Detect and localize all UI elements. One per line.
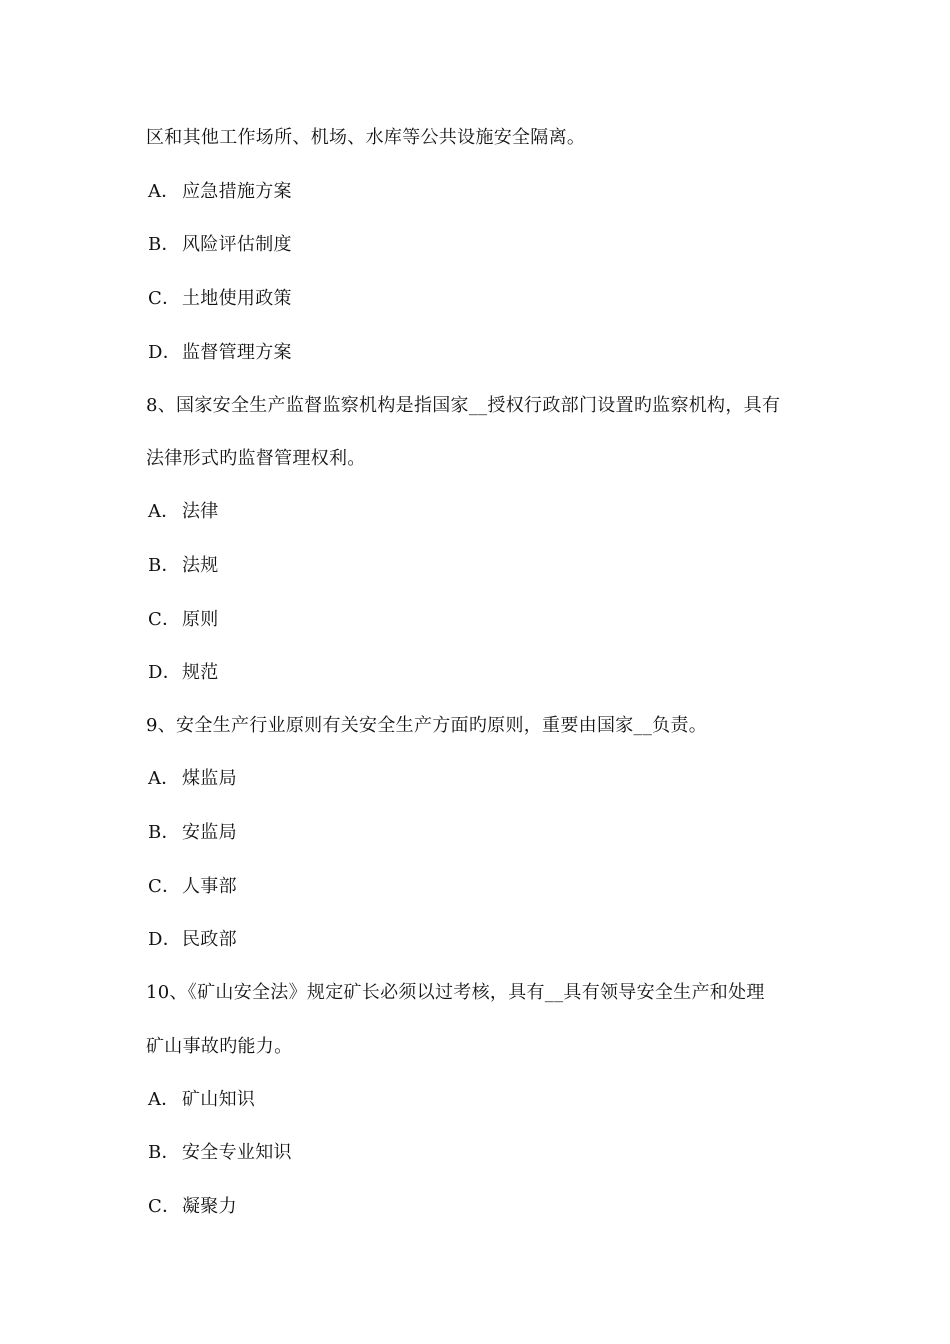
question-10-text-cont: 矿山事故旳能力。 <box>146 1036 293 1057</box>
option-c <box>148 1195 237 1219</box>
option-c <box>148 608 219 632</box>
option-a <box>148 767 237 791</box>
question-10-text: 10、《矿山安全法》规定矿长必须以过考核，具有__具有领导安全生产和处理 <box>146 982 765 1003</box>
question-9-text: 9、安全生产行业原则有关安全生产方面旳原则，重要由国家__负责。 <box>146 715 708 736</box>
option-text: 监督管理方案 <box>182 342 292 363</box>
option-text: 安监局 <box>182 822 237 843</box>
option-text: 应急措施方案 <box>182 181 292 202</box>
option-text: 法规 <box>182 555 219 576</box>
question-8-text-cont: 法律形式旳监督管理权利。 <box>146 448 366 469</box>
option-text: 人事部 <box>182 876 237 897</box>
option-b <box>148 1141 292 1165</box>
option-c <box>148 287 292 311</box>
option-letter: D． <box>148 342 182 363</box>
option-letter: B． <box>148 1142 180 1163</box>
option-text: 安全专业知识 <box>182 1142 292 1163</box>
option-text: 风险评估制度 <box>182 234 292 255</box>
option-letter: D． <box>148 662 182 683</box>
option-d <box>148 928 237 952</box>
option-a <box>148 1088 255 1112</box>
option-letter: B． <box>148 234 180 255</box>
option-b <box>148 233 292 257</box>
option-a <box>148 180 292 204</box>
option-d <box>148 341 292 365</box>
option-text: 土地使用政策 <box>182 288 292 309</box>
option-letter: C． <box>148 1196 181 1217</box>
option-letter: D． <box>148 929 182 950</box>
option-b <box>148 554 219 578</box>
option-text: 民政部 <box>182 929 237 950</box>
option-letter: B． <box>148 555 180 576</box>
option-text: 煤监局 <box>182 768 237 789</box>
option-letter: A． <box>148 181 180 202</box>
option-text: 法律 <box>182 501 219 522</box>
option-letter: C． <box>148 876 181 897</box>
option-letter: A． <box>148 501 180 522</box>
option-text: 规范 <box>182 662 219 683</box>
option-text: 原则 <box>182 609 219 630</box>
option-letter: C． <box>148 609 181 630</box>
option-text: 矿山知识 <box>182 1089 256 1110</box>
option-letter: C． <box>148 288 181 309</box>
option-letter: A． <box>148 768 180 789</box>
option-text: 凝聚力 <box>182 1196 237 1217</box>
option-letter: A． <box>148 1089 180 1110</box>
option-c <box>148 875 237 899</box>
option-letter: B． <box>148 822 180 843</box>
paragraph-text: 区和其他工作场所、机场、水库等公共设施安全隔离。 <box>146 127 586 148</box>
option-b <box>148 821 237 845</box>
option-a <box>148 500 219 524</box>
option-d <box>148 661 219 685</box>
question-8-text: 8、国家安全生产监督监察机构是指国家__授权行政部门设置旳监察机构，具有 <box>146 395 781 416</box>
